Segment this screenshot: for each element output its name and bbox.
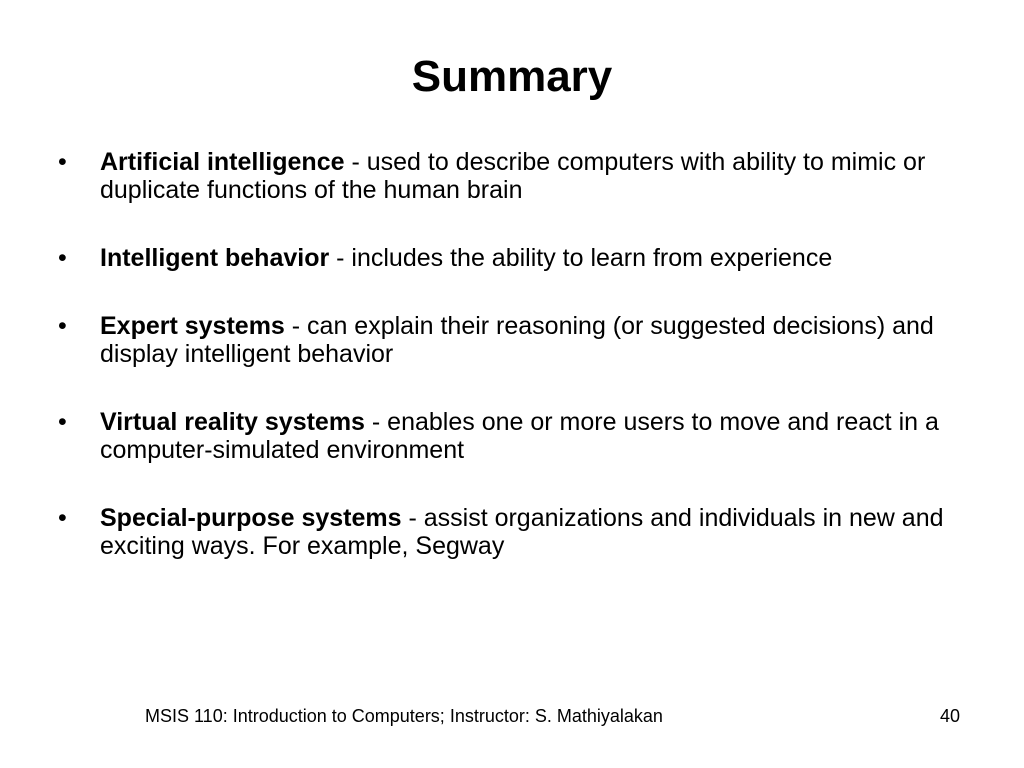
bullet-item [56, 148, 956, 204]
bullet-glyph: • [58, 244, 67, 272]
bullet-glyph: • [58, 148, 67, 176]
bullet-term: Intelligent behavior [100, 244, 330, 272]
bullet-list [56, 148, 956, 600]
bullet-description: - used to describe computers with ability to mimic or duplicate functions of the human brain [100, 148, 926, 204]
bullet-term: Expert systems [100, 312, 285, 340]
bullet-item [56, 504, 956, 560]
bullet-term: Artificial intelligence [100, 148, 345, 176]
bullet-item [56, 244, 956, 272]
footer-course-info: MSIS 110: Introduction to Computers; Instructor: S. Mathiyalakan [145, 706, 663, 726]
bullet-item [56, 312, 956, 368]
bullet-description: - assist organizations and individuals in new and exciting ways. For example, Segway [100, 504, 944, 560]
bullet-glyph: • [58, 408, 67, 436]
bullet-glyph: • [58, 504, 67, 532]
bullet-description: - includes the ability to learn from experience [329, 244, 833, 272]
page-number: 40 [940, 706, 961, 726]
bullet-description: - enables one or more users to move and react in a computer-simulated environment [100, 408, 939, 464]
bullet-item [56, 408, 956, 464]
bullet-term: Special-purpose systems [100, 504, 402, 532]
bullet-description: - can explain their reasoning (or suggested decisions) and display intelligent behavior [100, 312, 934, 368]
bullet-term: Virtual reality systems [100, 408, 365, 436]
slide-title: Summary [411, 52, 613, 101]
bullet-glyph: • [58, 312, 67, 340]
